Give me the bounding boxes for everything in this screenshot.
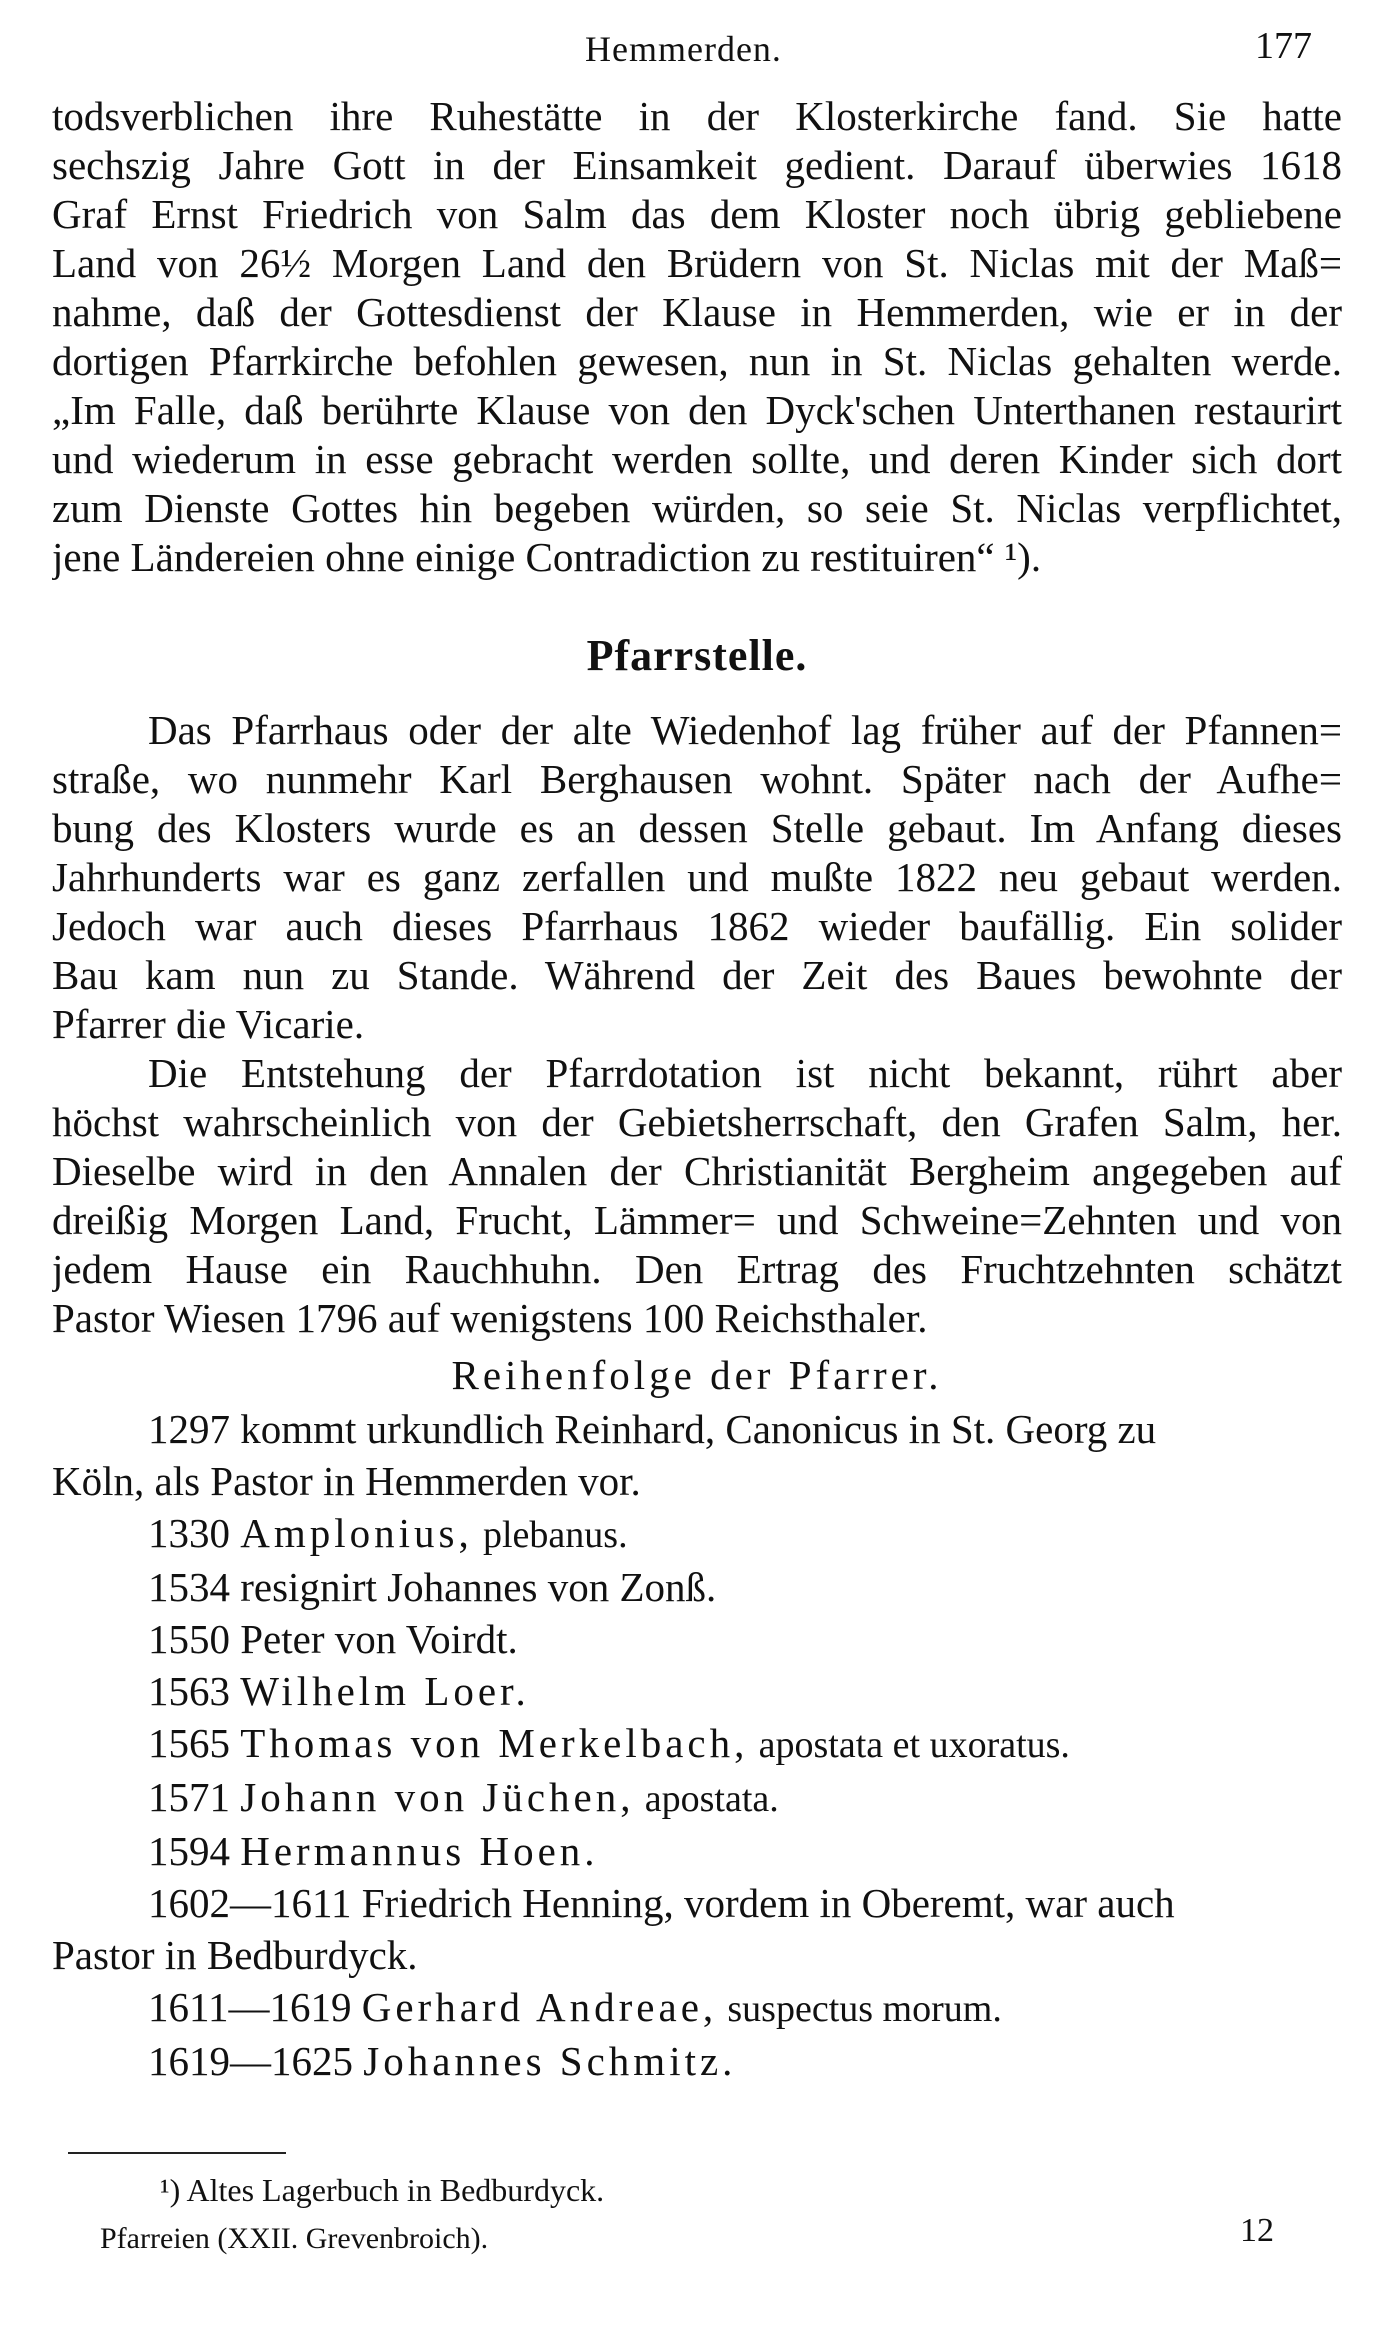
text-line: dreißig Morgen Land, Frucht, Lämmer= und Schweine=Zehnten und von bbox=[52, 1197, 1342, 1243]
text-line: Graf Ernst Friedrich von Salm das dem Kloster noch übrig gebliebene bbox=[52, 191, 1342, 237]
entry-year: 1565 bbox=[148, 1720, 230, 1766]
entry-year: 1297 bbox=[148, 1406, 230, 1452]
list-item bbox=[52, 2035, 1342, 2087]
text-line: und wiederum in esse gebracht werden sollte, und deren Kinder sich dort bbox=[52, 436, 1342, 482]
text-line: zum Dienste Gottes hin begeben würden, so seie St. Niclas verpflichtet, bbox=[52, 485, 1342, 531]
entry-year: 1330 bbox=[148, 1510, 230, 1556]
text-line: Jahrhunderts war es ganz zerfallen und mußte 1822 neu gebaut werden. bbox=[52, 854, 1342, 900]
entry-note: plebanus. bbox=[483, 1514, 628, 1556]
entry-year: 1571 bbox=[148, 1774, 230, 1820]
entry-year: 1534 bbox=[148, 1564, 230, 1610]
text-line: Dieselbe wird in den Annalen der Christianität Bergheim angegeben auf bbox=[52, 1148, 1342, 1194]
entry-text: Friedrich Henning, vordem in Oberemt, war auch bbox=[361, 1880, 1175, 1926]
sheet-number: 12 bbox=[1240, 2212, 1274, 2249]
text-line: straße, wo nunmehr Karl Berghausen wohnt. Später nach der Aufhe= bbox=[52, 756, 1342, 802]
footnote: ¹) Altes Lagerbuch in Bedburdyck. bbox=[160, 2172, 605, 2208]
text-line: Land von 26½ Morgen Land den Brüdern von St. Niclas mit der Maß= bbox=[52, 240, 1342, 286]
text-line: bung des Klosters wurde es an dessen Stelle gebaut. Im Anfang dieses bbox=[52, 805, 1342, 851]
entry-note: suspectus morum. bbox=[727, 1988, 1002, 2030]
text-line: höchst wahrscheinlich von der Gebietsherrschaft, den Grafen Salm, her. bbox=[52, 1099, 1342, 1145]
entry-text: Peter von Voirdt. bbox=[240, 1616, 518, 1662]
page-body bbox=[52, 92, 1342, 2087]
list-item bbox=[52, 1981, 1342, 2035]
running-title: Hemmerden. bbox=[585, 29, 782, 69]
list-item bbox=[52, 1613, 1342, 1665]
text-line: Jedoch war auch dieses Pfarrhaus 1862 wieder baufällig. Ein solider bbox=[52, 903, 1342, 949]
text-line: Das Pfarrhaus oder der alte Wiedenhof lag früher auf der Pfannen= bbox=[148, 707, 1342, 753]
pastor-list bbox=[52, 1403, 1342, 2087]
entry-text: Amplonius, bbox=[240, 1510, 473, 1556]
text-line: Bau kam nun zu Stande. Während der Zeit des Baues bewohnte der bbox=[52, 952, 1342, 998]
entry-year: 1619—1625 bbox=[148, 2038, 353, 2084]
text-line: dortigen Pfarrkirche befohlen gewesen, nun in St. Niclas gehalten werde. bbox=[52, 338, 1342, 384]
parsonage-paragraph bbox=[52, 706, 1342, 1049]
list-item bbox=[52, 1825, 1342, 1877]
text-line: sechszig Jahre Gott in der Einsamkeit gedient. Darauf überwies 1618 bbox=[52, 142, 1342, 188]
text-line: nahme, daß der Gottesdienst der Klause in Hemmerden, wie er in der bbox=[52, 289, 1342, 335]
entry-note: apostata et uxoratus. bbox=[758, 1724, 1070, 1766]
section-heading: Pfarrstelle. bbox=[586, 631, 808, 680]
list-item bbox=[52, 1507, 1342, 1561]
entry-year: 1602—1611 bbox=[148, 1880, 352, 1926]
running-header bbox=[0, 22, 1396, 82]
pastor-list-title: Reihenfolge der Pfarrer. bbox=[451, 1352, 943, 1398]
text-line: Die Entstehung der Pfarrdotation ist nicht bekannt, rührt aber bbox=[148, 1050, 1342, 1096]
entry-note: apostata. bbox=[644, 1778, 779, 1820]
entry-year: 1611—1619 bbox=[148, 1984, 352, 2030]
entry-text: Thomas von Merkelbach, bbox=[240, 1720, 749, 1766]
list-item bbox=[52, 1877, 1342, 1929]
entry-year: 1563 bbox=[148, 1668, 230, 1714]
entry-year: 1550 bbox=[148, 1616, 230, 1662]
list-item-continuation: Pastor in Bedburdyck. bbox=[52, 1932, 418, 1978]
list-item bbox=[52, 1771, 1342, 1825]
text-line: todsverblichen ihre Ruhestätte in der Klosterkirche fand. Sie hatte bbox=[52, 93, 1342, 139]
entry-text: Gerhard Andreae, bbox=[361, 1984, 718, 2030]
entry-text: kommt urkundlich Reinhard, Canonicus in St. Georg zu bbox=[240, 1406, 1157, 1452]
text-line: jene Ländereien ohne einige Contradiction zu restituiren“ ¹). bbox=[52, 534, 1042, 580]
list-item bbox=[52, 1403, 1342, 1455]
text-line: „Im Falle, daß berührte Klause von den Dyck'schen Unterthanen restaurirt bbox=[52, 387, 1342, 433]
endowment-paragraph bbox=[52, 1049, 1342, 1343]
intro-paragraph bbox=[52, 92, 1342, 582]
list-item bbox=[52, 1561, 1342, 1613]
text-line: Pfarrer die Vicarie. bbox=[52, 1001, 365, 1047]
text-line: Pastor Wiesen 1796 auf wenigstens 100 Reichsthaler. bbox=[52, 1295, 928, 1341]
page-number: 177 bbox=[1255, 25, 1312, 67]
entry-text: Hermannus Hoen. bbox=[240, 1828, 599, 1874]
list-item bbox=[52, 1717, 1342, 1771]
text-line: jedem Hause ein Rauchhuhn. Den Ertrag des Fruchtzehnten schätzt bbox=[52, 1246, 1342, 1292]
list-item-continuation: Köln, als Pastor in Hemmerden vor. bbox=[52, 1458, 641, 1504]
entry-text: Johannes Schmitz. bbox=[363, 2038, 737, 2084]
sheet-signature: Pfarreien (XXII. Grevenbroich). bbox=[100, 2222, 489, 2255]
list-item bbox=[52, 1665, 1342, 1717]
entry-year: 1594 bbox=[148, 1828, 230, 1874]
footnote-divider bbox=[68, 2152, 286, 2154]
entry-text: Wilhelm Loer. bbox=[240, 1668, 530, 1714]
entry-text: resignirt Johannes von Zonß. bbox=[240, 1564, 717, 1610]
entry-text: Johann von Jüchen, bbox=[240, 1774, 635, 1820]
